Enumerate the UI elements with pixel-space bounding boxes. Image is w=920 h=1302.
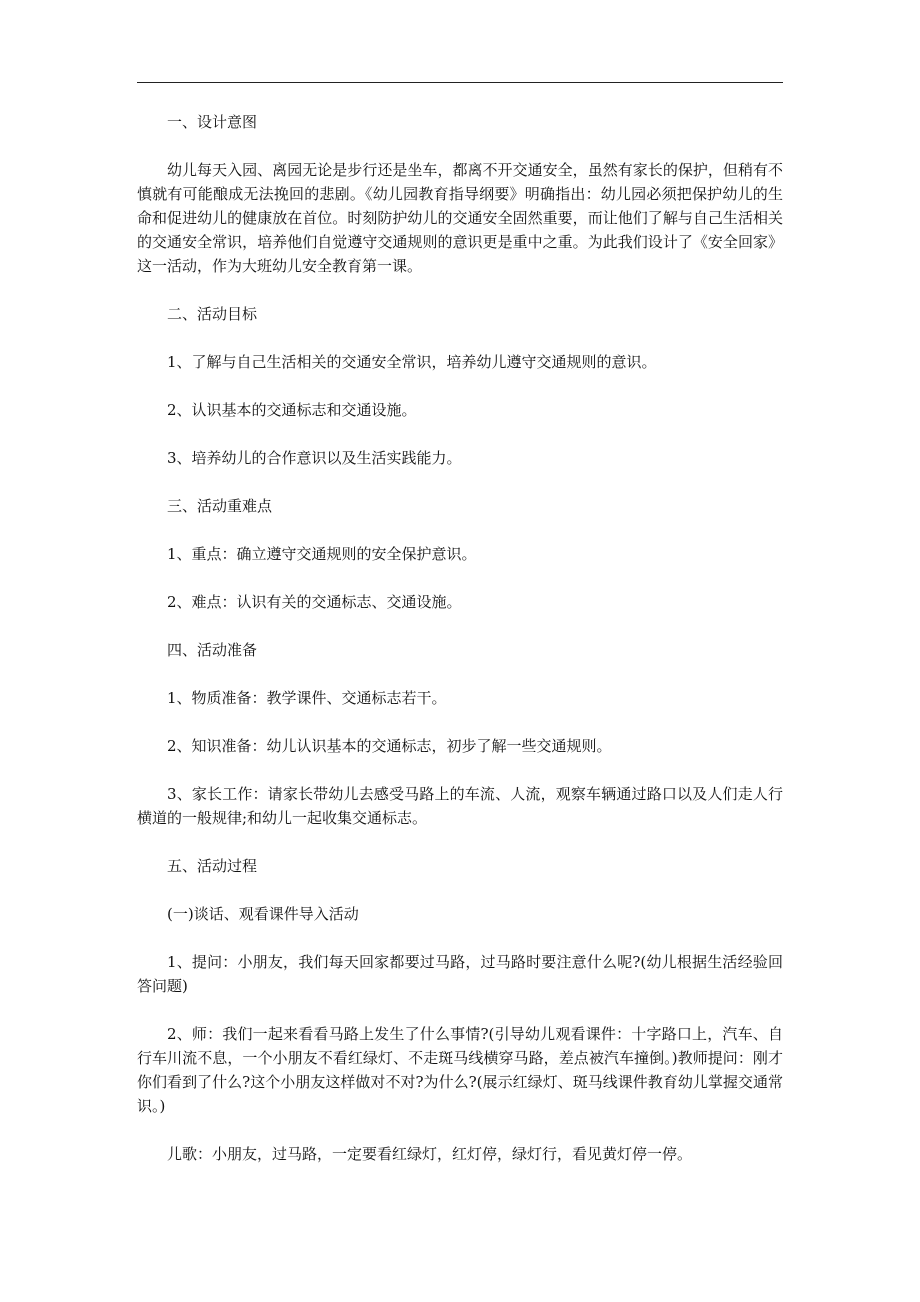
preparation-item-2: 2、知识准备：幼儿认识基本的交通标志，初步了解一些交通规则。 xyxy=(167,737,612,755)
goal-item-3: 3、培养幼儿的合作意识以及生活实践能力。 xyxy=(167,449,462,467)
key-point-item-2: 2、难点：认识有关的交通标志、交通设施。 xyxy=(167,593,462,611)
process-item-1: 1、提问：小朋友，我们每天回家都要过马路，过马路时要注意什么呢?(幼儿根据生活经验回答问题) xyxy=(137,953,783,995)
document-body xyxy=(137,110,783,1190)
key-point-item-1: 1、重点：确立遵守交通规则的安全保护意识。 xyxy=(167,545,477,563)
header-rule xyxy=(137,82,783,83)
goal-item-1: 1、了解与自己生活相关的交通安全常识，培养幼儿遵守交通规则的意识。 xyxy=(167,353,657,371)
nursery-rhyme: 儿歌：小朋友，过马路，一定要看红绿灯，红灯停，绿灯行，看见黄灯停一停。 xyxy=(167,1145,693,1163)
process-subheading-1: (一)谈话、观看课件导入活动 xyxy=(167,905,359,923)
preparation-item-3: 3、家长工作：请家长带幼儿去感受马路上的车流、人流，观察车辆通过路口以及人们走人行横道的一般规律;和幼儿一起收集交通标志。 xyxy=(137,785,783,827)
section-heading-key-points: 三、活动重难点 xyxy=(167,497,273,515)
section-heading-design-intent: 一、设计意图 xyxy=(167,113,258,131)
paragraph-design-intent: 幼儿每天入园、离园无论是步行还是坐车，都离不开交通安全，虽然有家长的保护，但稍有不慎就有可能酿成无法挽回的悲剧。《幼儿园教育指导纲要》明确指出：幼儿园必须把保护幼儿的生命和促进幼儿的健康放在首位。时刻防护幼儿的交通安全固然重要，而让他们了解与自己生活相关的交通安全常识，培养他们自觉遵守交通规则的意识更是重中之重。为此我们设计了《安全回家》这一活动，作为大班幼儿安全教育第一课。 xyxy=(137,161,783,275)
preparation-item-1: 1、物质准备：教学课件、交通标志若干。 xyxy=(167,689,447,707)
section-heading-preparation: 四、活动准备 xyxy=(167,641,258,659)
section-heading-process: 五、活动过程 xyxy=(167,857,258,875)
section-heading-activity-goals: 二、活动目标 xyxy=(167,305,258,323)
goal-item-2: 2、认识基本的交通标志和交通设施。 xyxy=(167,401,417,419)
process-item-2: 2、师：我们一起来看看马路上发生了什么事情?(引导幼儿观看课件：十字路口上，汽车、自行车川流不息，一个小朋友不看红绿灯、不走斑马线横穿马路，差点被汽车撞倒。)教师提问：刚才你们看到了什么?这个小朋友这样做对不对?为什么?(展示红绿灯、斑马线课件教育幼儿掌握交通常识。) xyxy=(137,1025,783,1115)
